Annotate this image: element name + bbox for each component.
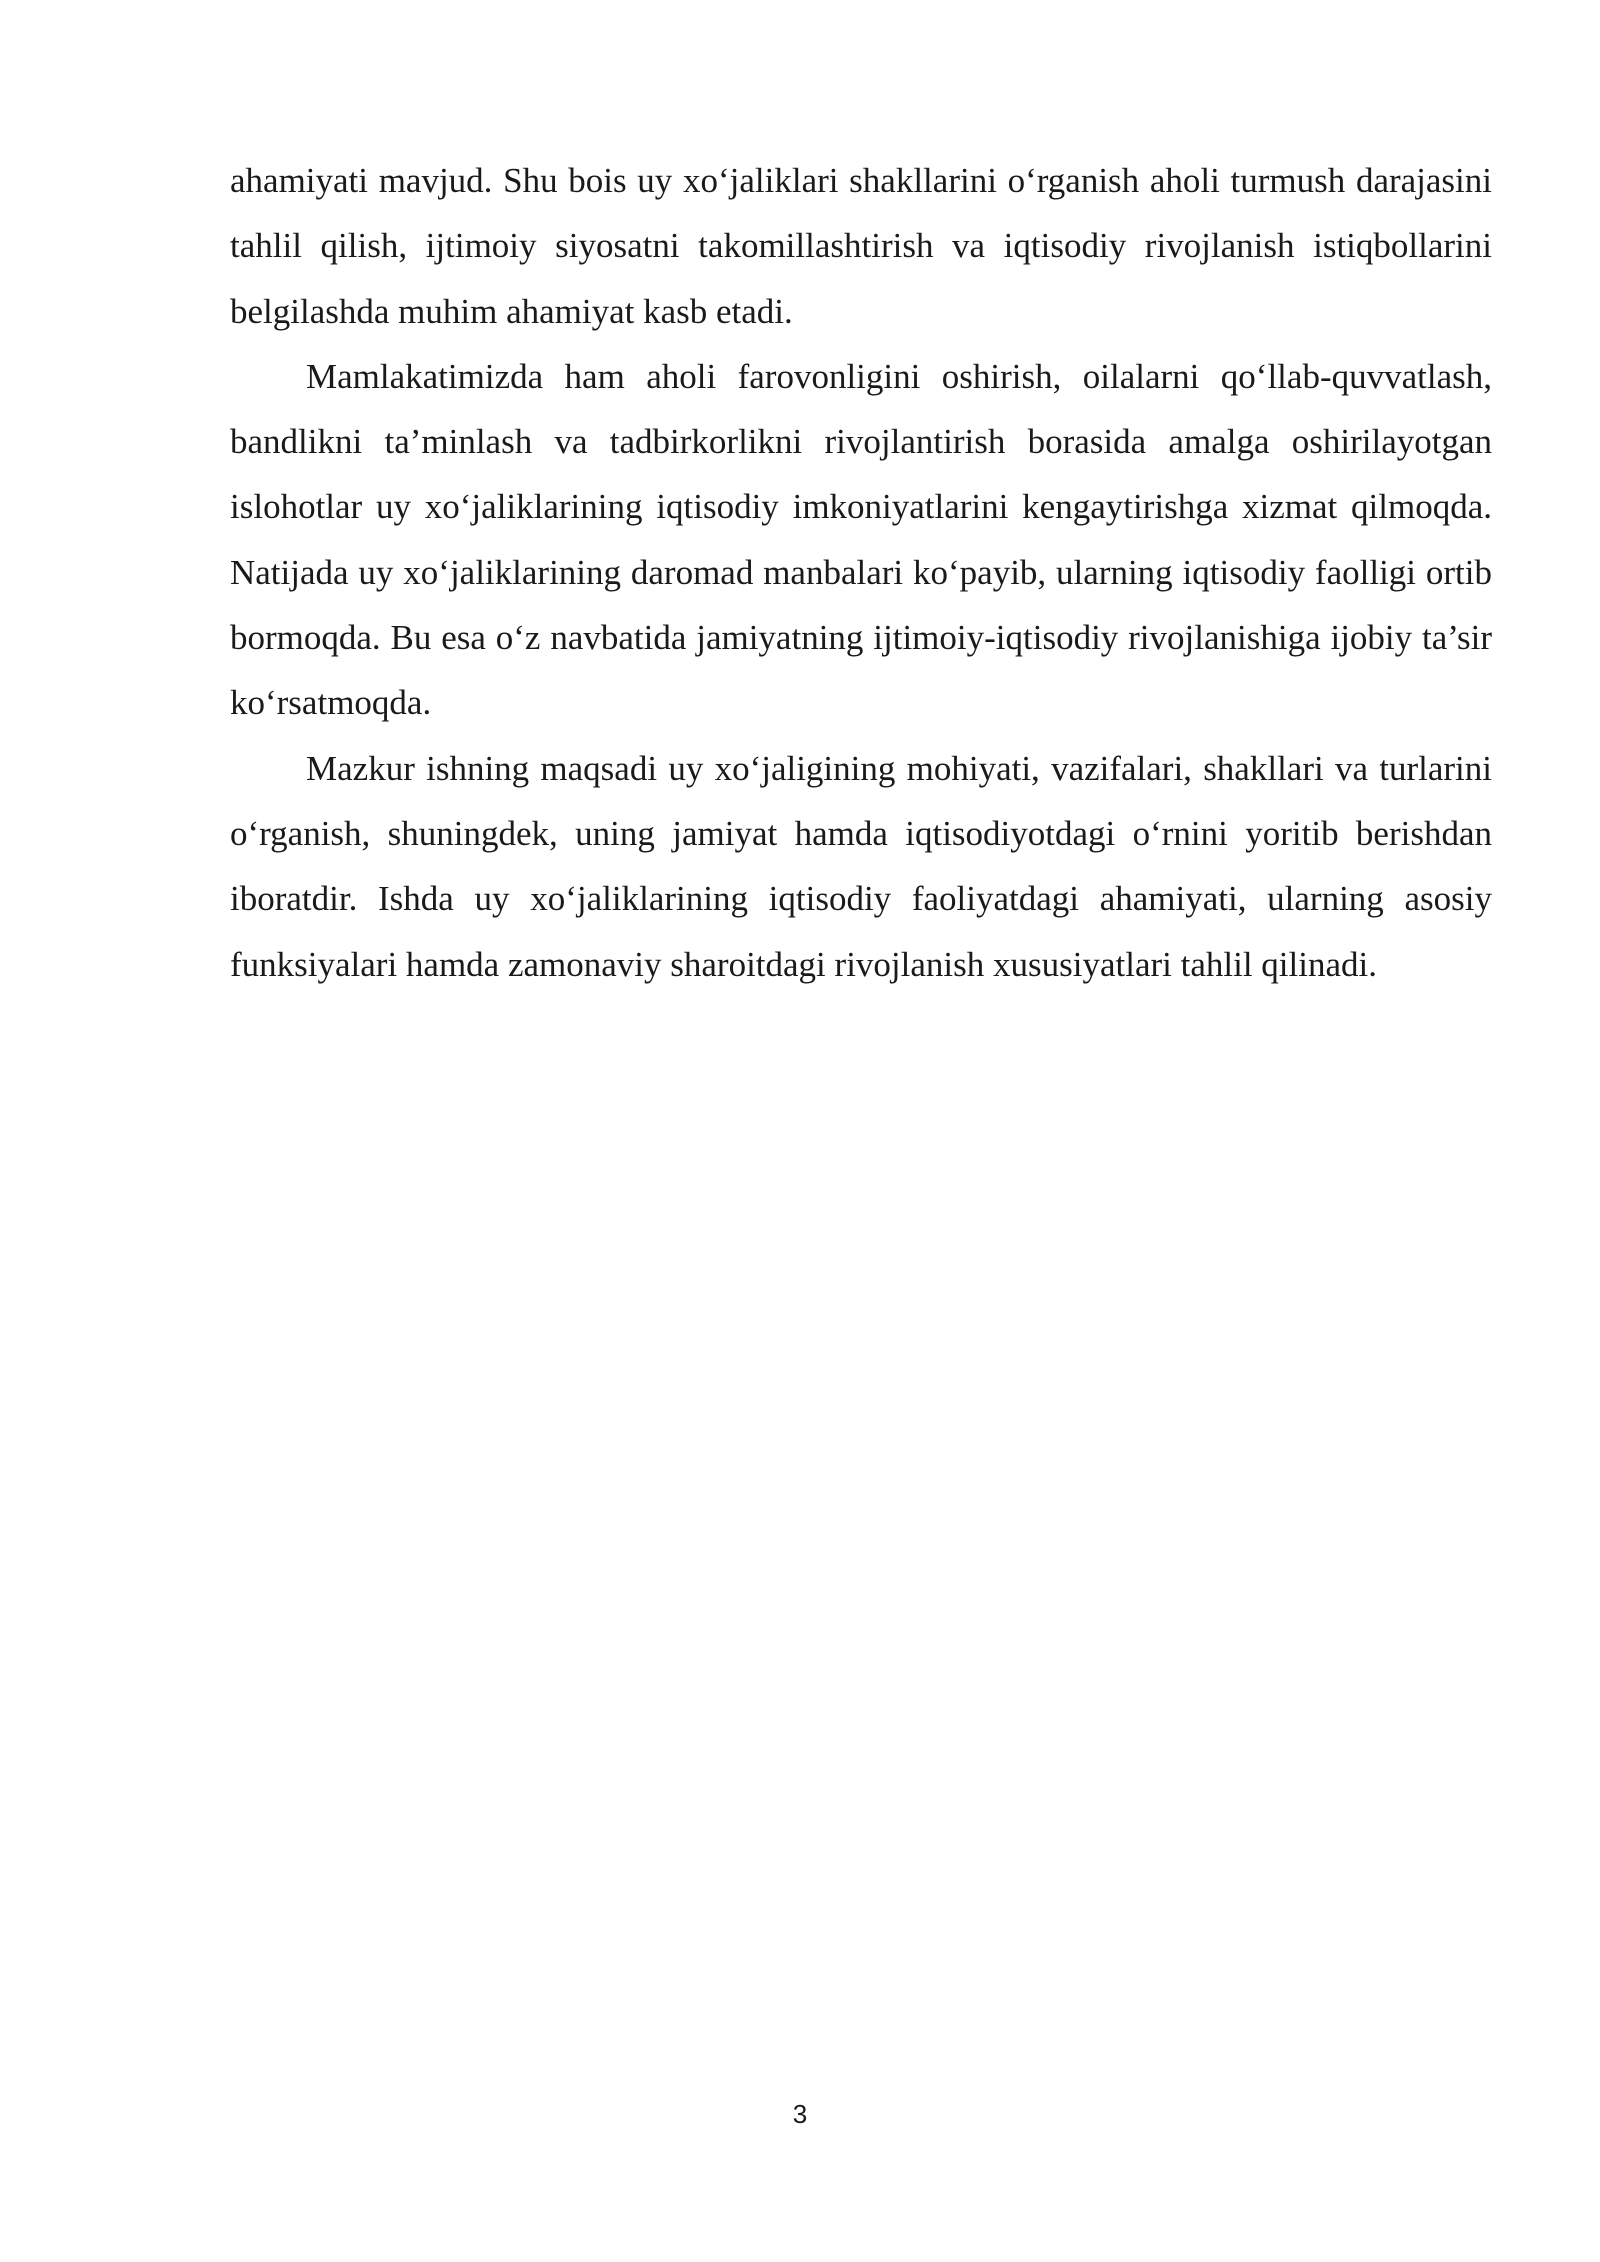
paragraph-2: Mamlakatimizda ham aholi farovonligini oshirish, oilalarni qo‘llab-quvvatlash, bandlikni ta’minlash va tadbirkorlikni rivojlantirish borasida amalga oshirilayotgan islohotlar uy xo‘jaliklarining iqtisodiy imkoniyatlarini kengaytirishga xizmat qilmoqda. Natijada uy xo‘jaliklarining daromad manbalari ko‘payib, ularning iqtisodiy faolligi ortib bormoqda. Bu esa o‘z navbatida jamiyatning ijtimoiy-iqtisodiy rivojlanishiga ijobiy ta’sir ko‘rsatmoqda.: [230, 356, 1492, 723]
paragraph-1: ahamiyati mavjud. Shu bois uy xo‘jaliklari shakllarini o‘rganish aholi turmush darajasini tahlil qilish, ijtimoiy siyosatni takomillashtirish va iqtisodiy rivojlanish istiqbollarini belgilashda muhim ahamiyat kasb etadi.: [230, 161, 1492, 331]
paragraph-3: Mazkur ishning maqsadi uy xo‘jaligining mohiyati, vazifalari, shakllari va turlarini o‘rganish, shuningdek, uning jamiyat hamda iqtisodiyotdagi o‘rnini yoritib berishdan iboratdir. Ishda uy xo‘jaliklarining iqtisodiy faoliyatdagi ahamiyati, ularning asosiy funksiyalari hamda zamonaviy sharoitdagi rivojlanish xususiyatlari tahlil qilinadi.: [230, 748, 1492, 984]
page-number: 3: [792, 2099, 808, 2129]
body-text: [230, 148, 1492, 997]
